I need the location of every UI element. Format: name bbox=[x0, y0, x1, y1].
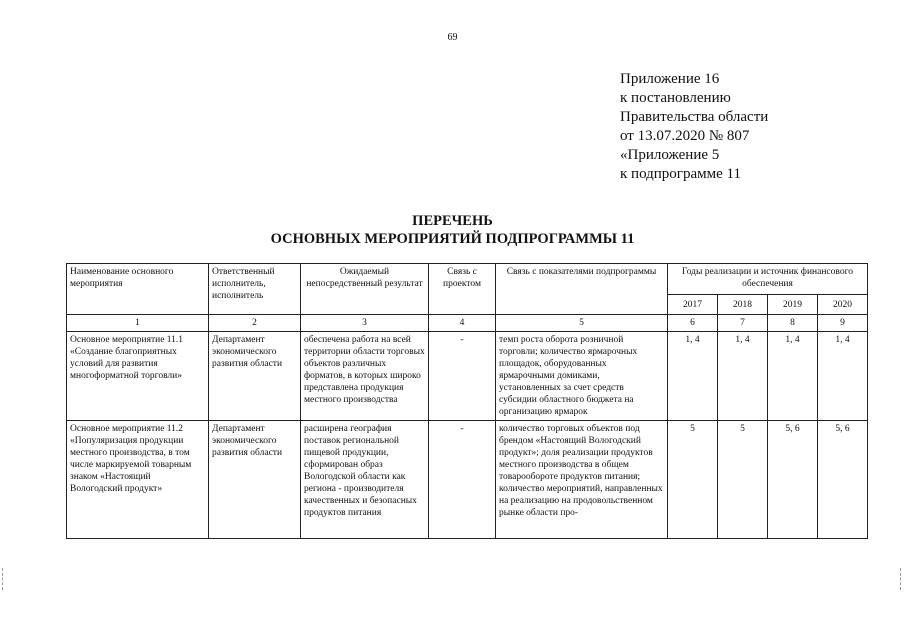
cell-name: Основное мероприятие 11.2 «Популяризация продукции местного производства, в том числе маркируемой товарным знаком «Настоящий Вологодский продукт» bbox=[67, 421, 209, 539]
document-title bbox=[0, 212, 905, 248]
cell-executor: Департамент экономического развития области bbox=[209, 332, 301, 421]
column-number: 9 bbox=[818, 315, 868, 332]
cell-result: обеспечена работа на всей территории области торговых объектов различных форматов, в которых широко представлена продукция местного производства bbox=[301, 332, 429, 421]
title-line-1: ПЕРЕЧЕНЬ bbox=[412, 213, 493, 229]
header-indicators: Связь с показателями подпрограммы bbox=[496, 264, 668, 315]
column-number: 7 bbox=[718, 315, 768, 332]
header-result: Ожидаемый непосредственный результат bbox=[301, 264, 429, 315]
cell-year-2017: 5 bbox=[668, 421, 718, 539]
cell-executor: Департамент экономического развития области bbox=[209, 421, 301, 539]
column-number-row bbox=[67, 315, 868, 332]
header-year-2018: 2018 bbox=[718, 295, 768, 315]
appendix-line: Приложение 16 bbox=[620, 71, 720, 87]
table-row bbox=[67, 332, 868, 421]
cell-year-2018: 5 bbox=[718, 421, 768, 539]
header-year-2019: 2019 bbox=[768, 295, 818, 315]
appendix-header bbox=[620, 70, 768, 184]
appendix-line: к постановлению bbox=[620, 90, 731, 106]
cell-year-2020: 1, 4 bbox=[818, 332, 868, 421]
table-row bbox=[67, 421, 868, 539]
column-number: 5 bbox=[496, 315, 668, 332]
header-year-2020: 2020 bbox=[818, 295, 868, 315]
cell-indicators: количество торговых объектов под брендом «Настоящий Вологодский продукт»; доля реализации продуктов местного производства в общем товарообороте продуктов питания; количество мероприятий, направленных на реализацию на продовольственном рынке области про- bbox=[496, 421, 668, 539]
cell-project: - bbox=[429, 421, 496, 539]
cell-indicators: темп роста оборота розничной торговли; количество ярмарочных площадок, оборудованных ярмарочными домиками, установленных за счет средств субсидии областного бюджета на организацию ярмарок bbox=[496, 332, 668, 421]
appendix-line: к подпрограмме 11 bbox=[620, 166, 741, 182]
cell-project: - bbox=[429, 332, 496, 421]
column-number: 3 bbox=[301, 315, 429, 332]
cell-year-2019: 5, 6 bbox=[768, 421, 818, 539]
header-years-group: Годы реализации и источник финансового обеспечения bbox=[668, 264, 868, 295]
cell-year-2019: 1, 4 bbox=[768, 332, 818, 421]
column-number: 6 bbox=[668, 315, 718, 332]
appendix-line: от 13.07.2020 № 807 bbox=[620, 128, 750, 144]
cell-name: Основное мероприятие 11.1 «Создание благоприятных условий для развития многоформатной торговли» bbox=[67, 332, 209, 421]
left-edge-scan-mark bbox=[2, 568, 4, 590]
title-line-2: ОСНОВНЫХ МЕРОПРИЯТИЙ ПОДПРОГРАММЫ 11 bbox=[270, 231, 635, 247]
header-executor: Ответственный исполнитель, исполнитель bbox=[209, 264, 301, 315]
header-name: Наименование основного мероприятия bbox=[67, 264, 209, 315]
table-header-row bbox=[67, 264, 868, 295]
header-project: Связь с проектом bbox=[429, 264, 496, 315]
cell-year-2018: 1, 4 bbox=[718, 332, 768, 421]
appendix-line: Правительства области bbox=[620, 109, 769, 125]
right-edge-scan-mark bbox=[900, 568, 902, 590]
appendix-line: «Приложение 5 bbox=[620, 147, 720, 163]
header-year-2017: 2017 bbox=[668, 295, 718, 315]
cell-year-2020: 5, 6 bbox=[818, 421, 868, 539]
column-number: 4 bbox=[429, 315, 496, 332]
column-number: 8 bbox=[768, 315, 818, 332]
column-number: 2 bbox=[209, 315, 301, 332]
measures-table bbox=[66, 263, 868, 539]
column-number: 1 bbox=[67, 315, 209, 332]
cell-year-2017: 1, 4 bbox=[668, 332, 718, 421]
page-number: 69 bbox=[447, 32, 458, 43]
cell-result: расширена география поставок региональной пищевой продукции, сформирован образ Вологодской области как региона - производителя качественных и безопасных продуктов питания bbox=[301, 421, 429, 539]
